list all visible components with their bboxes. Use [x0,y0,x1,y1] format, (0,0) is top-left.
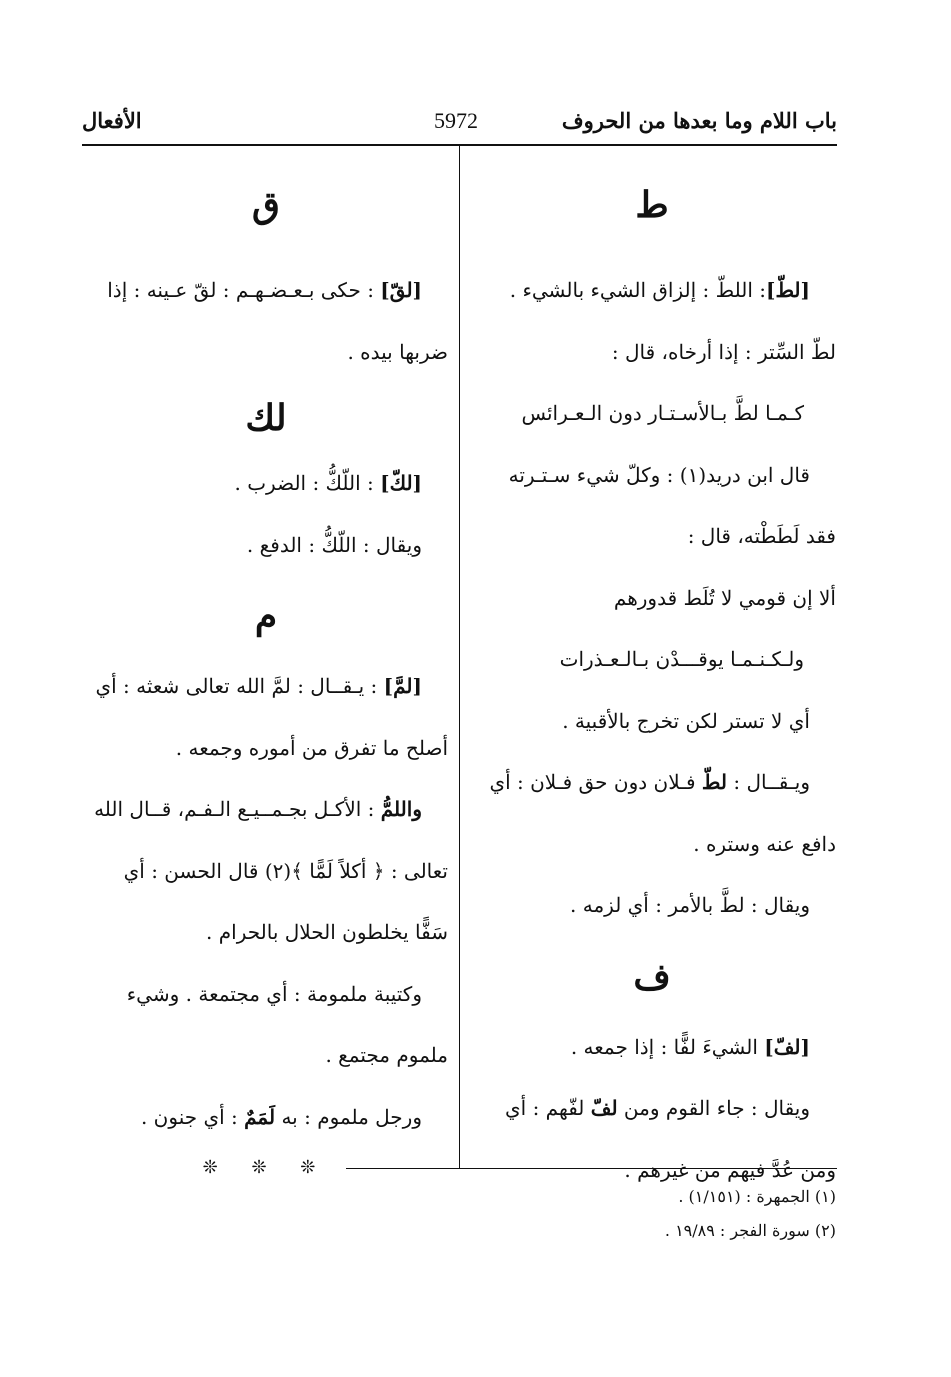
headword: لَمَمٌ [244,1104,276,1129]
right-column [468,150,836,1201]
entry-text: : اللطّ : إلزاق الشيء بالشيء . [509,278,766,302]
footnote-2: (٢) سورة الفجر : ١٩/٨٩ . [664,1221,836,1240]
entry-lamm [84,656,448,718]
entry-text: لفّهم : أي [505,1096,591,1120]
text-line: ويقال : لطَّ بالأمر : أي لزمه . [570,893,810,917]
headword: [لطّ] [765,278,810,302]
page-header [82,100,837,144]
column-divider [459,145,460,1168]
text-line: لطّ السِّتر : إذا أرخاه، قال : [611,339,836,364]
entry-text: ورجل ملموم : به [275,1104,422,1129]
text-line: سَفًّا يخلطون الحلال بالحرام . [206,920,448,944]
letter-heading-ta: ط [635,184,669,226]
text-line [84,779,448,841]
text-line: دافع عنه وستره . [693,831,836,856]
text-line: ملموم مجتمع . [325,1043,448,1067]
entry-text: فـلان دون حق فـلان : أي [489,770,702,794]
letter-heading-fa: ف [633,955,671,998]
letter-heading-mim: م [254,595,278,637]
text-line: تعالى : ﴿ أكلاً لَمًّا ﴾(٢) قال الحسن : أي [123,858,448,883]
headword: [لقّ] [380,278,422,302]
entry-laqq [84,260,448,322]
headword: [لمَّ] [383,674,422,698]
entry-text: : اللّكُّ : الضرب . [234,471,381,495]
entry-text: : الأكـل بجـمــيـع الـفـم، قــال الله [94,797,381,821]
text-line: وكتيبة ملمومة : أي مجتمعة . وشيء [126,981,422,1006]
text-line: ضربها بيده . [347,339,448,364]
entry-text: الشيءَ لفًّا : إذا جمعه . [570,1034,765,1059]
entry-text: : أي جنون . [140,1104,245,1129]
headword: [لكّ] [380,471,422,495]
letter-heading-qaf: ق [252,184,280,226]
entry-text: : حكى بـعـضـهـم : لقّ عـينه : إذا [107,278,381,302]
text-line: أصلح ما تفرق من أموره وجمعه . [175,735,448,760]
text-line [468,752,836,814]
text-line [468,1078,836,1140]
verse-line: ولـكـنـمـا يوقـــدْن بـالـعـذرات [559,647,804,671]
entry-laff [468,1017,836,1079]
text-line: قال ابن دريد(١) : وكلّ شيء سـتـرته [508,462,810,487]
entry-lakk [84,453,448,515]
text-line: ويقال : اللّكُّ : الدفع . [246,532,422,557]
page-number: 5972 [434,108,478,133]
headword: [لفّ] [764,1034,810,1059]
verse-line: ألا إن قومي لا تُلَط قدورهم [613,585,836,610]
entry-text: ويـقــال : [727,770,810,794]
entry-text: : يـقــال : لمَّ الله تعالى شعثه : أي [95,674,384,698]
letter-heading-kaf: لك [245,397,287,439]
text-line [84,1087,448,1149]
text-line: أي لا تستر لكن تخرج بالأقبية . [562,708,810,733]
section-title: الأفعال [82,108,142,133]
verse-line: كـمـا لطَّ بـالأسـتـار دون الـعـرائس [521,401,804,425]
footnote-rule [346,1168,837,1169]
footnote-1: (١) الجمهرة : (١/١٥١) . [678,1187,836,1206]
chapter-title: باب اللام وما بعدها من الحروف [561,108,837,133]
headword: واللمُّ [380,797,422,821]
headword: لفّ [590,1096,618,1120]
footnotes [460,1180,836,1248]
section-end-stars: ❊ ❊ ❊ [202,1157,330,1178]
text-line: ومن عُدَّ فيهم من غيرهم . [624,1157,836,1182]
text-line: فقد لَطَطْته، قال : [687,524,836,548]
entry-text: ويقال : جاء القوم ومن [617,1096,810,1120]
left-column [84,150,448,1188]
headword: لطّ [701,770,727,794]
entry-latt [468,260,836,322]
